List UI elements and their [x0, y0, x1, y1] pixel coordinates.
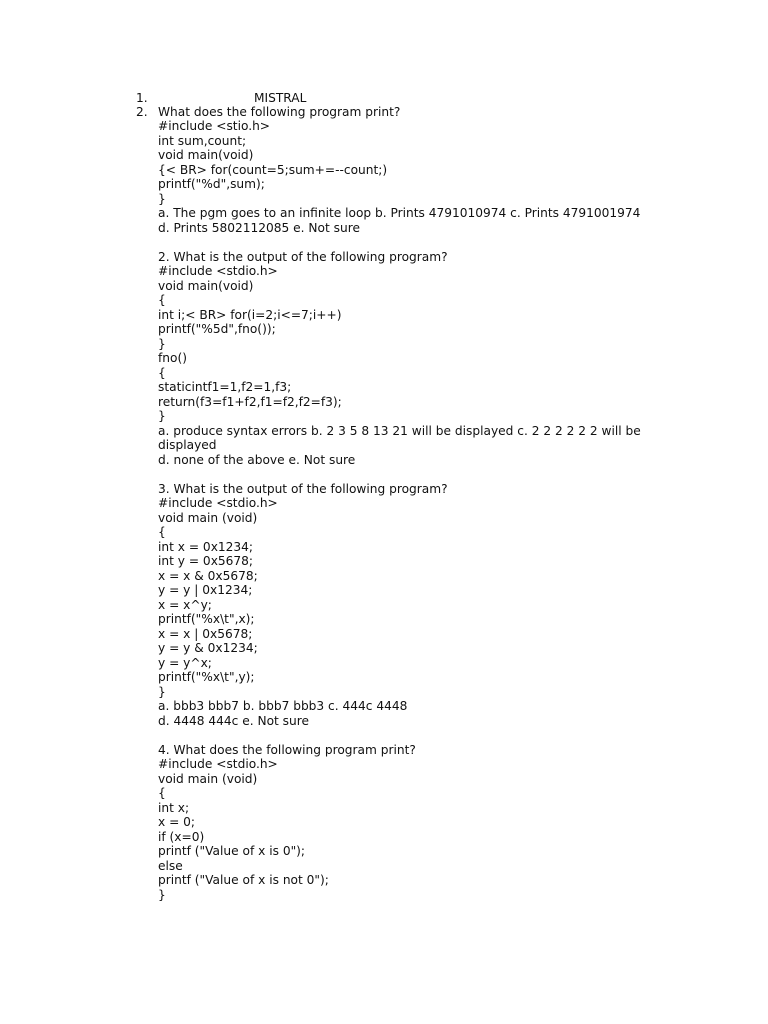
code-line: void main(void) [158, 278, 254, 293]
code-line: {< BR> for(count=5;sum+=--count;) [158, 162, 388, 177]
code-line: printf("%x\t",y); [158, 670, 255, 684]
list-number: 1. [136, 91, 148, 105]
code-line: printf("%x\t",x); [158, 612, 255, 626]
answer-options: d. none of the above e. Not sure [158, 452, 356, 467]
code-line: int y = 0x5678; [158, 554, 254, 568]
code-line: return(f3=f1+f2,f1=f2,f2=f3); [158, 394, 342, 409]
question-2 [158, 250, 648, 468]
document-body [158, 119, 648, 902]
code-line: void main(void) [158, 148, 254, 162]
question-1-text: What does the following program print? [158, 105, 401, 119]
code-line: printf("%5d",fno()); [158, 322, 276, 336]
question-text: 3. What is the output of the following program? [158, 481, 448, 496]
code-line: int x = 0x1234; [158, 539, 254, 554]
code-line: x = x | 0x5678; [158, 626, 253, 641]
code-line: x = x & 0x5678; [158, 568, 258, 583]
question-text: 4. What does the following program print? [158, 742, 416, 757]
code-line: void main (void) [158, 510, 258, 525]
code-line: #include <stio.h> [158, 119, 271, 133]
code-line: y = y^x; [158, 655, 212, 670]
spacer [158, 467, 648, 482]
code-line: } [158, 887, 166, 902]
code-line: x = 0; [158, 815, 196, 829]
code-line: int sum,count; [158, 133, 247, 148]
spacer [158, 235, 648, 250]
document-title: MISTRAL [254, 91, 307, 105]
question-1 [158, 119, 648, 235]
code-line: fno() [158, 351, 187, 365]
code-line: } [158, 336, 166, 351]
code-line: y = y | 0x1234; [158, 583, 253, 597]
code-line: int x; [158, 800, 190, 815]
code-line: #include <stdio.h> [158, 264, 278, 278]
code-line: #include <stdio.h> [158, 757, 278, 771]
question-3 [158, 482, 648, 729]
code-line: { [158, 293, 166, 307]
code-line: { [158, 786, 166, 800]
answer-options: d. 4448 444c e. Not sure [158, 713, 309, 728]
code-line: #include <stdio.h> [158, 496, 278, 510]
answer-options: d. Prints 5802112085 e. Not sure [158, 220, 360, 235]
code-line: printf("%d",sum); [158, 177, 265, 191]
code-line: } [158, 684, 166, 699]
code-line: staticintf1=1,f2=1,f3; [158, 380, 292, 394]
code-line: x = x^y; [158, 597, 212, 612]
code-line: { [158, 525, 166, 539]
code-line: if (x=0) [158, 829, 205, 844]
list-number: 2. [136, 105, 148, 119]
code-line: y = y & 0x1234; [158, 641, 258, 655]
answer-options: a. bbb3 bbb7 b. bbb7 bbb3 c. 444c 4448 [158, 699, 408, 713]
code-line: else [158, 858, 183, 873]
code-line: { [158, 365, 166, 380]
code-line: printf ("Value of x is not 0"); [158, 873, 329, 887]
question-text: 2. What is the output of the following program? [158, 249, 448, 264]
code-line: int i;< BR> for(i=2;i<=7;i++) [158, 307, 342, 322]
code-line: } [158, 409, 166, 423]
code-line: void main (void) [158, 771, 258, 786]
code-line: } [158, 191, 166, 206]
code-line: printf ("Value of x is 0"); [158, 844, 306, 858]
question-4 [158, 743, 648, 903]
answer-options: a. produce syntax errors b. 2 3 5 8 13 21 will be displayed c. 2 2 2 2 2 2 will be displayed [158, 423, 641, 452]
spacer [158, 728, 648, 743]
answer-options: a. The pgm goes to an infinite loop b. Prints 4791010974 c. Prints 4791001974 [158, 206, 641, 220]
